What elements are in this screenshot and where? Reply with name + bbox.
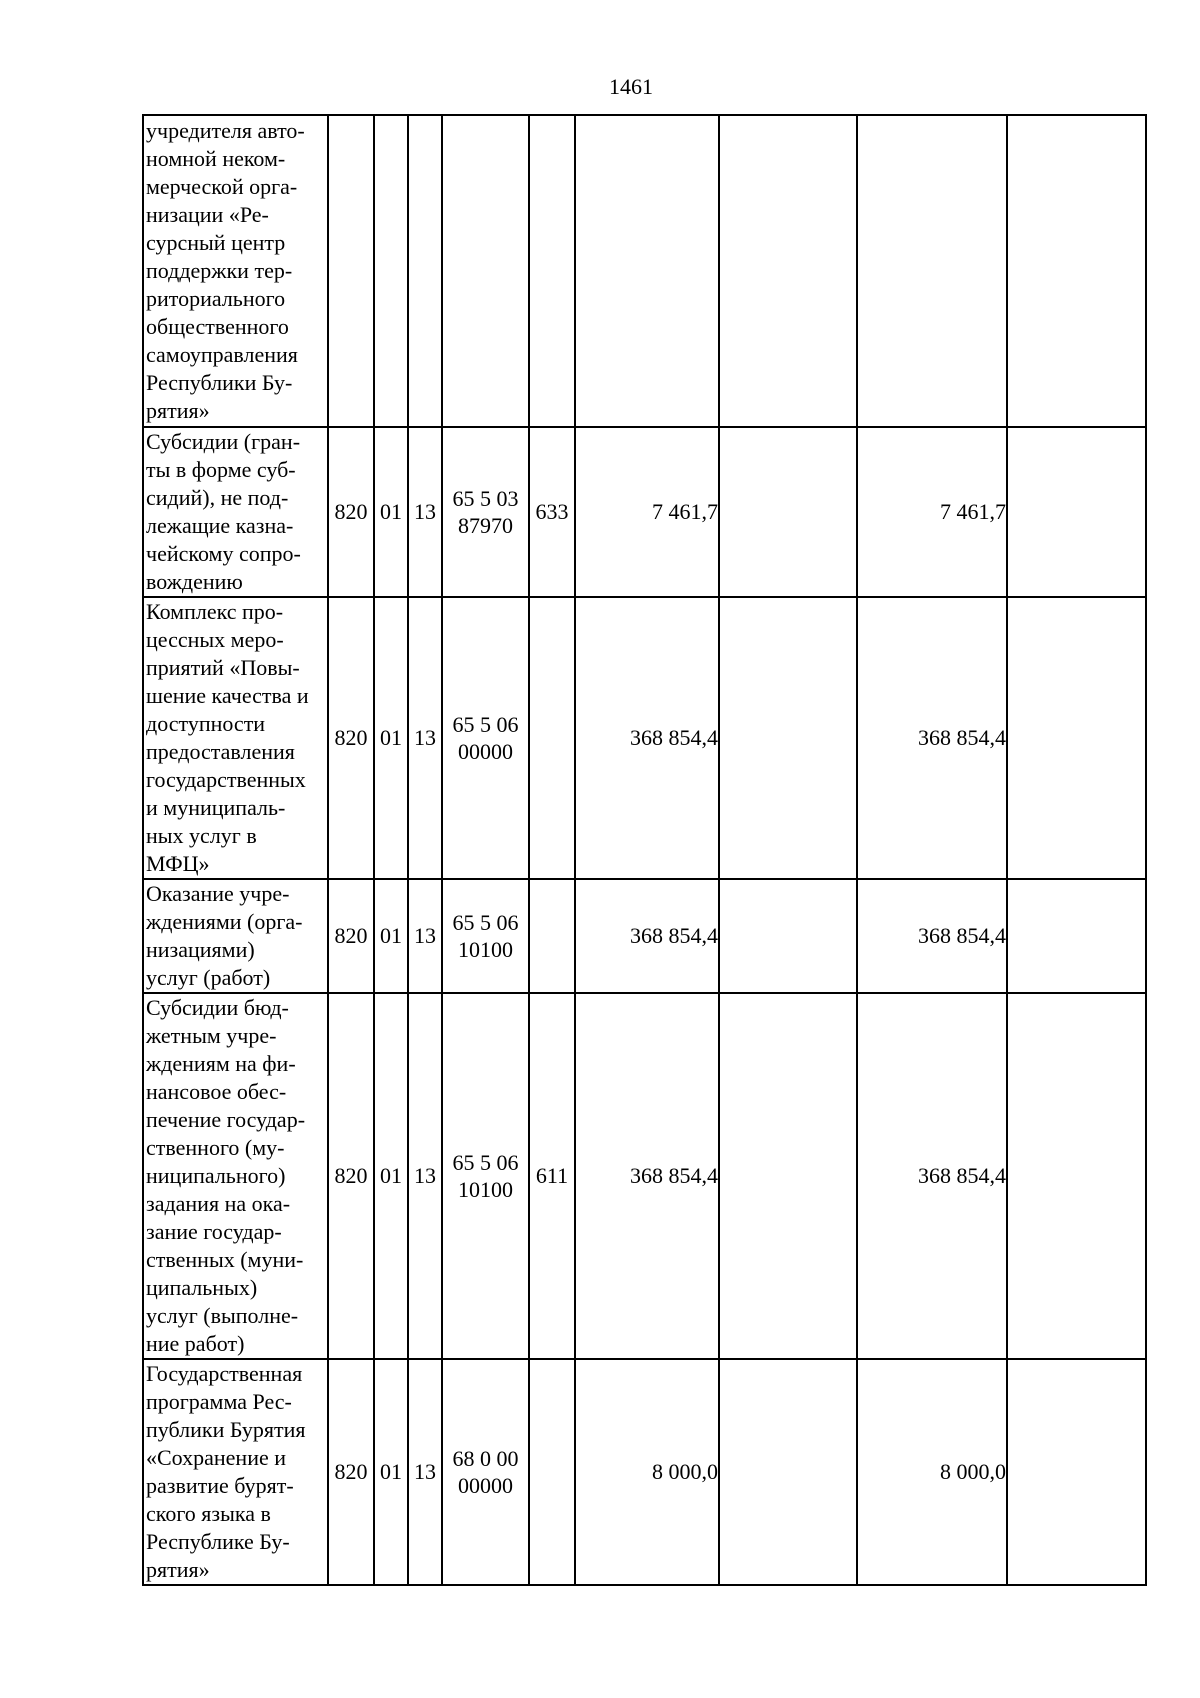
sum-4-cell (1007, 1359, 1146, 1585)
row-name-cell (143, 1359, 328, 1585)
name-line: низациями) (146, 937, 255, 962)
csr-cell (442, 597, 529, 879)
csr-line: 65 5 06 (452, 910, 519, 935)
page-number: 1461 (609, 74, 653, 99)
sum-1-cell: 368 854,4 (575, 879, 719, 993)
csr-cell (442, 1359, 529, 1585)
table-row (143, 597, 1146, 879)
table-row (143, 1359, 1146, 1585)
name-line: номной неком- (146, 146, 286, 171)
name-line: самоуправления (146, 342, 298, 367)
name-line: «Сохранение и (146, 1445, 287, 1470)
name-line: Субсидии (гран- (146, 429, 301, 454)
name-line: сидий), не под- (146, 485, 289, 510)
sum-3-cell: 368 854,4 (857, 993, 1007, 1359)
pr-cell: 13 (408, 1359, 442, 1585)
name-line: лежащие казна- (146, 513, 294, 538)
csr-line: 65 5 06 (452, 712, 519, 737)
sum-2-cell (719, 427, 857, 597)
name-line: Республике Бу- (146, 1529, 290, 1554)
rz-cell (374, 115, 408, 427)
name-line: вождению (146, 569, 243, 594)
name-line: общественного (146, 314, 289, 339)
row-name-cell (143, 993, 328, 1359)
sum-4-cell (1007, 427, 1146, 597)
name-line: ственного (му- (146, 1135, 285, 1160)
csr-cell (442, 879, 529, 993)
sum-2-cell (719, 597, 857, 879)
name-line: программа Рес- (146, 1389, 292, 1414)
name-line: Республики Бу- (146, 370, 293, 395)
grbs-cell (328, 115, 374, 427)
table-row (143, 115, 1146, 427)
csr-cell (442, 993, 529, 1359)
sum-2-cell (719, 115, 857, 427)
csr-line: 65 5 06 (452, 1150, 519, 1175)
name-line: ского языка в (146, 1501, 271, 1526)
name-line: МФЦ» (146, 851, 210, 876)
sum-1-cell: 368 854,4 (575, 993, 719, 1359)
csr-line: 00000 (458, 739, 513, 764)
name-line: рятия» (146, 1557, 210, 1582)
rz-cell: 01 (374, 597, 408, 879)
rz-cell: 01 (374, 427, 408, 597)
row-name-cell (143, 597, 328, 879)
sum-2-cell (719, 879, 857, 993)
name-line: задания на ока- (146, 1191, 291, 1216)
name-line: нансовое обес- (146, 1079, 287, 1104)
csr-line: 65 5 03 (452, 486, 519, 511)
sum-3-cell: 8 000,0 (857, 1359, 1007, 1585)
table-body (143, 115, 1146, 1585)
sum-4-cell (1007, 597, 1146, 879)
grbs-cell: 820 (328, 993, 374, 1359)
csr-line: 10100 (458, 1177, 513, 1202)
csr-line: 68 0 00 (452, 1446, 519, 1471)
vr-cell: 611 (529, 993, 575, 1359)
rz-cell: 01 (374, 879, 408, 993)
row-name-cell (143, 879, 328, 993)
sum-1-cell: 8 000,0 (575, 1359, 719, 1585)
name-line: чейскому сопро- (146, 541, 301, 566)
name-line: Комплекс про- (146, 599, 284, 624)
name-line: рятия» (146, 398, 210, 423)
csr-line: 87970 (458, 513, 513, 538)
rz-cell: 01 (374, 993, 408, 1359)
sum-3-cell: 368 854,4 (857, 597, 1007, 879)
sum-4-cell (1007, 993, 1146, 1359)
budget-table (142, 114, 1147, 1586)
name-line: ты в форме суб- (146, 457, 296, 482)
sum-3-cell (857, 115, 1007, 427)
name-line: Оказание учре- (146, 881, 290, 906)
name-line: зание государ- (146, 1219, 282, 1244)
rz-cell: 01 (374, 1359, 408, 1585)
vr-cell (529, 1359, 575, 1585)
sum-3-cell: 7 461,7 (857, 427, 1007, 597)
name-line: доступности (146, 711, 266, 736)
name-line: шение качества и (146, 683, 309, 708)
name-line: приятий «Повы- (146, 655, 300, 680)
table-row (143, 879, 1146, 993)
table-row (143, 993, 1146, 1359)
name-line: ждениями (орга- (146, 909, 303, 934)
name-line: поддержки тер- (146, 258, 293, 283)
name-line: Государственная (146, 1361, 303, 1386)
pr-cell: 13 (408, 879, 442, 993)
name-line: услуг (работ) (146, 965, 271, 990)
sum-3-cell: 368 854,4 (857, 879, 1007, 993)
sum-4-cell (1007, 115, 1146, 427)
name-line: государственных (146, 767, 306, 792)
name-line: печение государ- (146, 1107, 306, 1132)
grbs-cell: 820 (328, 1359, 374, 1585)
vr-cell: 633 (529, 427, 575, 597)
sum-4-cell (1007, 879, 1146, 993)
name-line: предоставления (146, 739, 295, 764)
name-line: Субсидии бюд- (146, 995, 289, 1020)
name-line: ных услуг в (146, 823, 257, 848)
name-line: ципальных) (146, 1275, 258, 1300)
grbs-cell: 820 (328, 427, 374, 597)
pr-cell: 13 (408, 597, 442, 879)
pr-cell: 13 (408, 993, 442, 1359)
name-line: учредителя авто- (146, 118, 305, 143)
name-line: ственных (муни- (146, 1247, 304, 1272)
name-line: низации «Ре- (146, 202, 269, 227)
row-name-cell (143, 427, 328, 597)
sum-1-cell: 368 854,4 (575, 597, 719, 879)
name-line: ние работ) (146, 1331, 245, 1356)
grbs-cell: 820 (328, 879, 374, 993)
vr-cell (529, 879, 575, 993)
sum-2-cell (719, 993, 857, 1359)
vr-cell (529, 115, 575, 427)
csr-cell (442, 115, 529, 427)
sum-2-cell (719, 1359, 857, 1585)
pr-cell: 13 (408, 427, 442, 597)
csr-line: 10100 (458, 937, 513, 962)
name-line: риториального (146, 286, 286, 311)
sum-1-cell (575, 115, 719, 427)
row-name-cell (143, 115, 328, 427)
name-line: развитие бурят- (146, 1473, 294, 1498)
name-line: ниципального) (146, 1163, 286, 1188)
name-line: жетным учре- (146, 1023, 277, 1048)
name-line: ждениям на фи- (146, 1051, 296, 1076)
name-line: и муниципаль- (146, 795, 286, 820)
name-line: услуг (выполне- (146, 1303, 299, 1328)
csr-line: 00000 (458, 1473, 513, 1498)
name-line: мерческой орга- (146, 174, 298, 199)
vr-cell (529, 597, 575, 879)
pr-cell (408, 115, 442, 427)
csr-cell (442, 427, 529, 597)
sum-1-cell: 7 461,7 (575, 427, 719, 597)
table-row (143, 427, 1146, 597)
grbs-cell: 820 (328, 597, 374, 879)
name-line: сурсный центр (146, 230, 286, 255)
name-line: цессных меро- (146, 627, 284, 652)
name-line: публики Бурятия (146, 1417, 306, 1442)
